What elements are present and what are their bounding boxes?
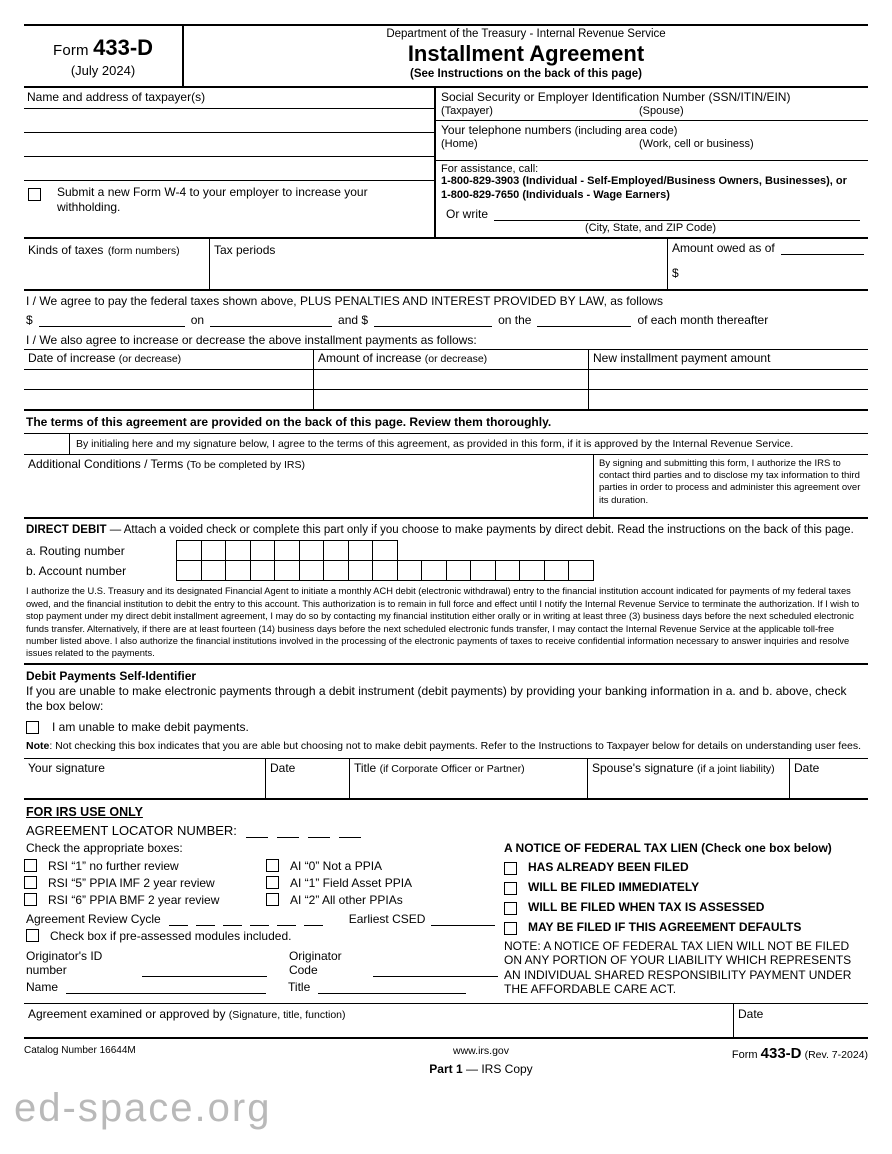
cell-amount[interactable] (314, 390, 589, 409)
footer-form-number: 433-D (760, 1044, 802, 1062)
account-cell[interactable] (519, 560, 545, 581)
routing-cell[interactable] (299, 540, 325, 561)
address-line-1[interactable] (24, 108, 434, 132)
kinds-of-taxes-paren: (form numbers) (107, 244, 180, 257)
rsi-5-checkbox[interactable] (24, 876, 37, 889)
your-signature-cell[interactable] (24, 759, 266, 798)
signature-date-cell[interactable] (266, 759, 350, 798)
account-cell[interactable] (495, 560, 521, 581)
col-amount-label: Amount of increase (318, 350, 422, 365)
ai-1-label: AI “1” Field Asset PPIA (290, 875, 413, 890)
ai-2-label: AI “2” All other PPIAs (290, 892, 403, 907)
table-row[interactable] (24, 389, 868, 409)
assistance-phone-1: 1-800-829-3903 (Individual - Self-Employed/Business Owners, Businesses), or (441, 175, 847, 187)
account-cell[interactable] (201, 560, 227, 581)
lien-option-3[interactable] (498, 899, 868, 915)
routing-cell[interactable] (201, 540, 227, 561)
kinds-of-taxes-label: Kinds of taxes (28, 242, 104, 257)
telephone-cell[interactable] (436, 121, 868, 161)
assistance-phone-2: 1-800-829-7650 (Individuals - Wage Earners) (441, 188, 670, 201)
rsi-column (24, 859, 266, 910)
amount-owed-label: Amount owed as of (672, 240, 775, 255)
initial-agreement-text: By initialing here and my signature below, I agree to the terms of this agreement, as provided in this form, if it is approved by the Internal Revenue Service. (76, 437, 794, 450)
cell-date[interactable] (24, 370, 314, 389)
col-date-paren: (or decrease) (118, 352, 182, 365)
ssn-spouse-label: (Spouse) (639, 105, 684, 117)
routing-cell[interactable] (176, 540, 202, 561)
telephone-title-paren: (including area code) (574, 125, 678, 137)
form-number-line (53, 35, 153, 61)
examined-row (24, 1003, 868, 1039)
account-number-cells[interactable] (176, 560, 594, 581)
payment-and-dollar-label: and $ (338, 312, 369, 327)
form-footer (24, 1039, 868, 1076)
account-cell[interactable] (568, 560, 594, 581)
routing-number-label: a. Routing number (26, 543, 125, 558)
form-word: Form (52, 41, 89, 59)
spouse-signature-paren: (if a joint liability) (697, 762, 775, 775)
additional-conditions-paren: (To be completed by IRS) (186, 458, 306, 471)
account-cell[interactable] (446, 560, 472, 581)
name-title-row (24, 977, 498, 994)
w4-checkbox-row[interactable] (24, 181, 434, 221)
lien-note: NOTE: A NOTICE OF FEDERAL TAX LIEN WILL NOT BE FILED ON ANY PORTION OF YOUR LIABILITY WHICH REPRESENTS AN INDIVIDUAL SHARED RESPONSIBILITY PAYMENT UNDER THE AFFORDABLE CARE ACT. (504, 938, 852, 997)
telephone-work-label: (Work, cell or business) (639, 138, 754, 150)
lien-section-title: A NOTICE OF FEDERAL TAX LIEN (Check one box below) (504, 840, 832, 855)
routing-cell[interactable] (323, 540, 349, 561)
col-date-of-increase (24, 350, 314, 369)
routing-cell[interactable] (348, 540, 374, 561)
preassessed-row[interactable] (24, 929, 498, 943)
account-number-label: b. Account number (26, 563, 127, 578)
telephone-title (441, 123, 864, 137)
watermark: ed-space.org (14, 1086, 272, 1130)
routing-number-row (26, 540, 868, 561)
form-number-block (24, 26, 184, 86)
name-address-label: Name and address of taxpayer(s) (27, 90, 206, 104)
debit-self-identifier-heading: Debit Payments Self-Identifier (24, 663, 868, 684)
payment-schedule-row (26, 313, 866, 327)
irs-use-only-heading: FOR IRS USE ONLY (26, 804, 143, 819)
account-cell[interactable] (299, 560, 325, 581)
kinds-of-taxes-cell[interactable] (24, 239, 210, 289)
instructions-note: (See Instructions on the back of this page) (410, 68, 642, 81)
agreement-locator-row (24, 823, 868, 841)
title-paren: (if Corporate Officer or Partner) (379, 762, 525, 775)
routing-cell[interactable] (372, 540, 398, 561)
third-party-authorization-text: By signing and submitting this form, I authorize the IRS to contact third parties and to disclose my tax information to third parties in order to process and administer this agreement over its duration. (599, 457, 861, 506)
lien-when-assessed-checkbox[interactable] (504, 902, 517, 915)
irs-website: www.irs.gov (452, 1044, 509, 1057)
page-title: Installment Agreement (407, 41, 645, 66)
lien-filed-checkbox[interactable] (504, 862, 517, 875)
rsi-5-label: RSI “5” PPIA IMF 2 year review (48, 875, 215, 890)
spouse-signature-label: Spouse's signature (592, 760, 694, 775)
taxpayer-and-contact-block (24, 86, 868, 237)
rsi-option-3[interactable] (24, 893, 266, 907)
payment-on-the-label: on the (498, 312, 532, 327)
telephone-subfields (441, 138, 864, 150)
originator-row (24, 946, 498, 977)
debit-note (24, 738, 868, 758)
ssn-subfields (441, 105, 864, 117)
form-page (24, 24, 868, 1134)
direct-debit-heading (24, 519, 868, 541)
lien-defaults-checkbox[interactable] (504, 922, 517, 935)
review-cycle-blank[interactable] (223, 915, 242, 926)
ssn-taxpayer-label: (Taxpayer) (441, 105, 493, 117)
rsi-6-checkbox[interactable] (24, 893, 37, 906)
ssn-title: Social Security or Employer Identification Number (SSN/ITIN/EIN) (441, 90, 791, 104)
spouse-signature-cell[interactable] (588, 759, 790, 798)
footer-center (314, 1045, 648, 1076)
catalog-number: Catalog Number 16644M (24, 1044, 136, 1056)
payment-amount-input[interactable] (39, 313, 185, 327)
review-cycle-blank[interactable] (304, 915, 323, 926)
ai-0-label: AI “0” Not a PPIA (290, 858, 383, 873)
examined-date-cell[interactable] (734, 1004, 868, 1037)
or-write-label: Or write (446, 206, 488, 221)
agreement-line-1: I / We agree to pay the federal taxes shown above, PLUS PENALTIES AND INTEREST PROVIDED BY LAW, as follows (26, 293, 663, 308)
col-new-payment: New installment payment amount (593, 350, 771, 365)
cell-new-payment[interactable] (589, 370, 868, 389)
account-cell[interactable] (323, 560, 349, 581)
originator-id-label: Originator's ID number (26, 948, 103, 977)
cell-new-payment[interactable] (589, 390, 868, 409)
amount-owed-row (672, 241, 864, 255)
lien-option-4[interactable] (498, 919, 868, 935)
federal-tax-lien-column (498, 841, 868, 997)
lien-option-2[interactable] (498, 879, 868, 895)
ach-authorization-paragraph: I authorize the U.S. Treasury and its designated Financial Agent to initiate a monthly ACH debit (electronic withdrawal) entry to the financial institution account indicated for payments of my federal taxes owed, and the financial institution to debit the entry to this account. This authorization is to remain in full force and effect until I notify the Internal Revenue Service to terminate the authorization. If I wish to stop payment under my direct debit installment agreement, I may do so by contacting my financial institution either orally or in writing at least three (3) business days before the next scheduled electronic funds transfer. Alternatively, if there are at least fourteen (14) business days before the next scheduled electronic funds transfer, I may contact the Internal Revenue Service at the applicable toll-free number listed above. I also authorize the financial institutions involved in the processing of the electronic payments of taxes to receive confidential information necessary to answer inquiries and resolve issues related to the payments. (26, 586, 860, 659)
unable-debit-checkbox[interactable] (26, 721, 39, 734)
ssn-cell[interactable] (436, 88, 868, 121)
rsi-option-2[interactable] (24, 876, 266, 890)
locator-blank[interactable] (277, 828, 299, 838)
note-text: : Not checking this box indicates that you are able but choosing not to make debit payments. Refer to the Instructions to Taxpayer below for details on understanding user fees. (49, 740, 862, 753)
form-title-block (184, 26, 868, 86)
taxes-row (24, 237, 868, 289)
review-cycle-blank[interactable] (277, 915, 296, 926)
review-cycle-blank[interactable] (169, 915, 188, 926)
originator-code-input[interactable] (373, 964, 498, 977)
direct-debit-title: DIRECT DEBIT (26, 523, 107, 536)
or-write-input[interactable] (494, 206, 860, 221)
preassessed-label: Check box if pre-assessed modules included. (50, 928, 292, 943)
account-cell[interactable] (421, 560, 447, 581)
account-cell[interactable] (348, 560, 374, 581)
examined-by-label: Agreement examined or approved by (28, 1006, 226, 1021)
account-number-row (26, 560, 868, 581)
terms-notice: The terms of this agreement are provided on the back of this page. Review them thoroughly. (24, 409, 868, 433)
additional-conditions-label: Additional Conditions / Terms (28, 456, 184, 471)
lien-when-assessed-label: WILL BE FILED WHEN TAX IS ASSESSED (528, 899, 765, 914)
form-revision-date: (July 2024) (70, 62, 136, 78)
note-bold-label: Note (26, 740, 50, 753)
routing-cell[interactable] (250, 540, 276, 561)
rsi-6-label: RSI “6” PPIA BMF 2 year review (48, 892, 220, 907)
initial-row (24, 433, 868, 455)
cell-amount[interactable] (314, 370, 589, 389)
payment-day-input[interactable] (537, 313, 631, 327)
locator-blank[interactable] (339, 828, 361, 838)
locator-blank[interactable] (308, 828, 330, 838)
signature-row (24, 758, 868, 800)
tax-periods-cell[interactable] (210, 239, 668, 289)
department-line: Department of the Treasury - Internal Revenue Service (386, 28, 666, 40)
address-line-3[interactable] (24, 156, 434, 180)
account-cell[interactable] (544, 560, 570, 581)
assistance-block (436, 161, 868, 237)
account-cell[interactable] (176, 560, 202, 581)
check-appropriate-boxes-label: Check the appropriate boxes: (26, 840, 183, 855)
address-line-2[interactable] (24, 132, 434, 156)
contact-block (436, 88, 868, 237)
review-cycle-blank[interactable] (250, 915, 269, 926)
examined-by-paren: (Signature, title, function) (228, 1008, 346, 1021)
payment-amount-2-input[interactable] (374, 313, 492, 327)
amount-owed-dollar-sign: $ (672, 265, 679, 280)
form-header (24, 24, 868, 86)
footer-form-word: Form (731, 1048, 758, 1061)
form-number: 433-D (93, 34, 154, 60)
lien-defaults-label: MAY BE FILED IF THIS AGREEMENT DEFAULTS (528, 919, 802, 934)
examined-by-cell[interactable] (24, 1004, 734, 1037)
additional-conditions-cell[interactable] (24, 455, 594, 517)
ai-option-3[interactable] (266, 893, 498, 907)
amount-owed-cell[interactable] (668, 239, 868, 289)
spouse-date-label: Date (794, 760, 820, 775)
telephone-title-text: Your telephone numbers (441, 123, 572, 137)
rsi-ai-checkbox-grid (24, 859, 498, 910)
earliest-csed-input[interactable] (431, 914, 495, 926)
account-cell[interactable] (250, 560, 276, 581)
routing-cell[interactable] (274, 540, 300, 561)
locator-blank[interactable] (246, 828, 268, 838)
account-cell[interactable] (397, 560, 423, 581)
w4-checkbox-label: Submit a new Form W-4 to your employer to increase your withholding. (57, 185, 368, 214)
irs-use-columns (24, 841, 868, 997)
ai-0-checkbox[interactable] (266, 859, 279, 872)
part-label (314, 1062, 648, 1076)
additional-conditions-block (24, 455, 868, 519)
lien-immediate-checkbox[interactable] (504, 882, 517, 895)
part-number: Part 1 (429, 1061, 463, 1076)
footer-form-reference (648, 1045, 868, 1062)
lien-immediate-label: WILL BE FILED IMMEDIATELY (528, 879, 700, 894)
payment-date-input[interactable] (210, 313, 332, 327)
rsi-1-checkbox[interactable] (24, 859, 37, 872)
account-cell[interactable] (372, 560, 398, 581)
w4-checkbox[interactable] (28, 188, 41, 201)
routing-number-cells[interactable] (176, 540, 398, 561)
payment-dollar-sign: $ (26, 312, 33, 327)
account-cell[interactable] (274, 560, 300, 581)
review-cycle-blank[interactable] (196, 915, 215, 926)
agreement-review-cycle-row (24, 910, 498, 929)
debit-self-identifier-paragraph: If you are unable to make electronic payments through a debit instrument (debit payments) by providing your banking information in a. and b. above, check the box below: (26, 683, 847, 713)
initials-input[interactable] (24, 434, 70, 454)
signature-date-label: Date (270, 760, 296, 775)
originator-id-input[interactable] (142, 964, 267, 977)
table-row[interactable] (24, 369, 868, 389)
agreement-line-2: I / We also agree to increase or decrease the above installment payments as follows: (26, 332, 477, 347)
city-state-zip-label: (City, State, and ZIP Code) (584, 221, 717, 234)
lien-option-1[interactable] (498, 859, 868, 875)
lien-filed-label: HAS ALREADY BEEN FILED (528, 859, 689, 874)
rsi-1-label: RSI “1” no further review (48, 858, 179, 873)
amount-owed-date-input[interactable] (781, 241, 864, 255)
tax-periods-label: Tax periods (214, 242, 276, 257)
direct-debit-description: — Attach a voided check or complete this part only if you choose to make payments by direct debit. Read the instructions on the back of this page. (106, 523, 854, 536)
account-cell[interactable] (470, 560, 496, 581)
originator-title-input[interactable] (318, 981, 466, 994)
title-cell[interactable] (350, 759, 588, 798)
originator-name-label: Name (26, 979, 59, 994)
originator-name-input[interactable] (66, 981, 266, 994)
increase-decrease-table (24, 349, 868, 409)
part-copy: — IRS Copy (462, 1061, 533, 1076)
footer-revision: (Rev. 7-2024) (804, 1048, 868, 1061)
account-cell[interactable] (225, 560, 251, 581)
cell-date[interactable] (24, 390, 314, 409)
your-signature-label: Your signature (28, 760, 105, 775)
spouse-date-cell[interactable] (790, 759, 868, 798)
assistance-label: For assistance, call: (441, 163, 539, 175)
taxpayer-address-block (24, 88, 436, 237)
payment-each-month-label: of each month thereafter (637, 312, 769, 327)
originator-title-label: Title (288, 979, 311, 994)
unable-debit-label: I am unable to make debit payments. (52, 720, 249, 735)
col-amount-paren: (or decrease) (424, 352, 488, 365)
irs-left-column (24, 841, 498, 997)
table-header-row (24, 350, 868, 369)
col-date-label: Date of increase (28, 350, 116, 365)
or-write-row[interactable] (441, 203, 864, 221)
agreement-block (24, 289, 868, 349)
rsi-option-1[interactable] (24, 859, 266, 873)
ai-option-1[interactable] (266, 859, 498, 873)
preassessed-checkbox[interactable] (26, 929, 39, 942)
originator-code-label: Originator Code (288, 948, 342, 977)
title-label: Title (354, 760, 377, 775)
routing-cell[interactable] (225, 540, 251, 561)
agreement-review-cycle-label: Agreement Review Cycle (26, 911, 161, 926)
examined-date-label: Date (738, 1006, 764, 1021)
payment-on-label: on (190, 312, 205, 327)
telephone-home-label: (Home) (441, 138, 478, 150)
ai-1-checkbox[interactable] (266, 876, 279, 889)
agreement-locator-label: AGREEMENT LOCATOR NUMBER: (26, 822, 237, 838)
unable-debit-row[interactable] (24, 714, 868, 738)
ai-2-checkbox[interactable] (266, 893, 279, 906)
col-amount-of-increase (314, 350, 589, 369)
earliest-csed-label: Earliest CSED (348, 911, 426, 926)
ai-column (266, 859, 498, 910)
ai-option-2[interactable] (266, 876, 498, 890)
